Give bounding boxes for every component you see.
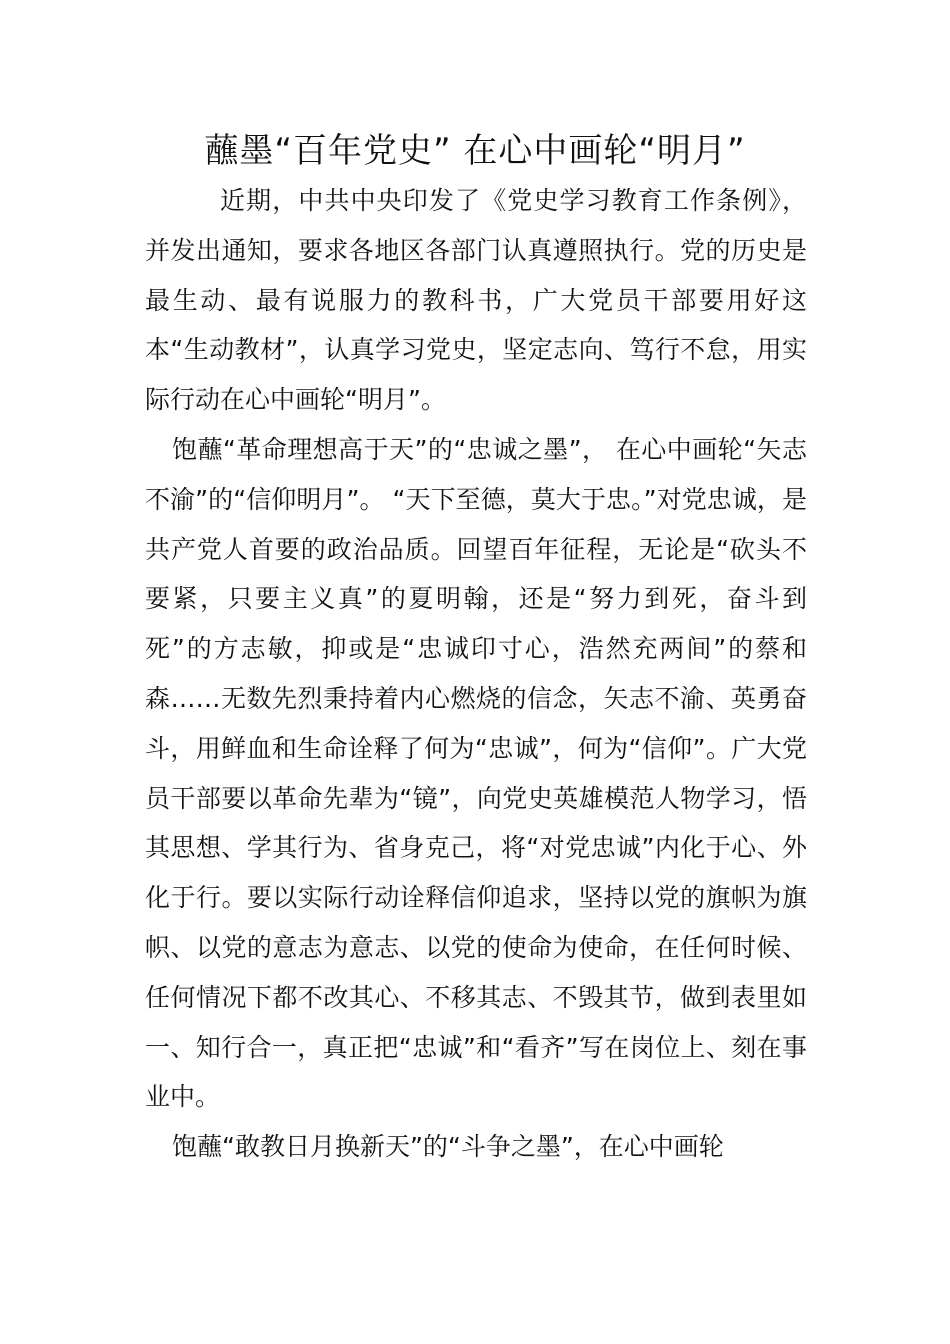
paragraph-struggle: 饱蘸“敢教日月换新天”的“斗争之墨”，在心中画轮 (172, 1132, 724, 1162)
article-body (145, 176, 807, 1172)
paragraph-intro: 近期，中共中央印发了《党史学习教育工作条例》，并发出通知，要求各地区各部门认真遵照执行。党的历史是最生动、最有说服力的教科书，广大党员干部要用好这本“生动教材”，认真学习党史，坚定志向、笃行不怠，用实际行动在心中画轮“明月”。 (145, 186, 807, 415)
paragraph-loyalty: 饱蘸“革命理想高于天”的“忠诚之墨”， 在心中画轮“矢志不渝”的“信仰明月”。 “天下至德，莫大于忠。”对党忠诚，是共产党人首要的政治品质。回望百年征程，无论是“砍头不要紧，只要主义真”的夏明翰，还是“努力到死，奋斗到死”的方志敏，抑或是“忠诚印寸心，浩然充两间”的蔡和森……无数先烈秉持着内心燃烧的信念，矢志不渝、英勇奋斗，用鲜血和生命诠释了何为“忠诚”，何为“信仰”。广大党员干部要以革命先辈为“镜”，向党史英雄模范人物学习，悟其思想、学其行为、省身克己，将“对党忠诚”内化于心、外化于行。要以实际行动诠释信仰追求，坚持以党的旗帜为旗帜、以党的意志为意志、以党的使命为使命，在任何时候、任何情况下都不改其心、不移其志、不毁其节，做到表里如一、知行合一，真正把“忠诚”和“看齐”写在岗位上、刻在事业中。 (145, 434, 807, 1112)
page-title: 蘸墨“百年党史” 在心中画轮“明月” (204, 131, 746, 171)
